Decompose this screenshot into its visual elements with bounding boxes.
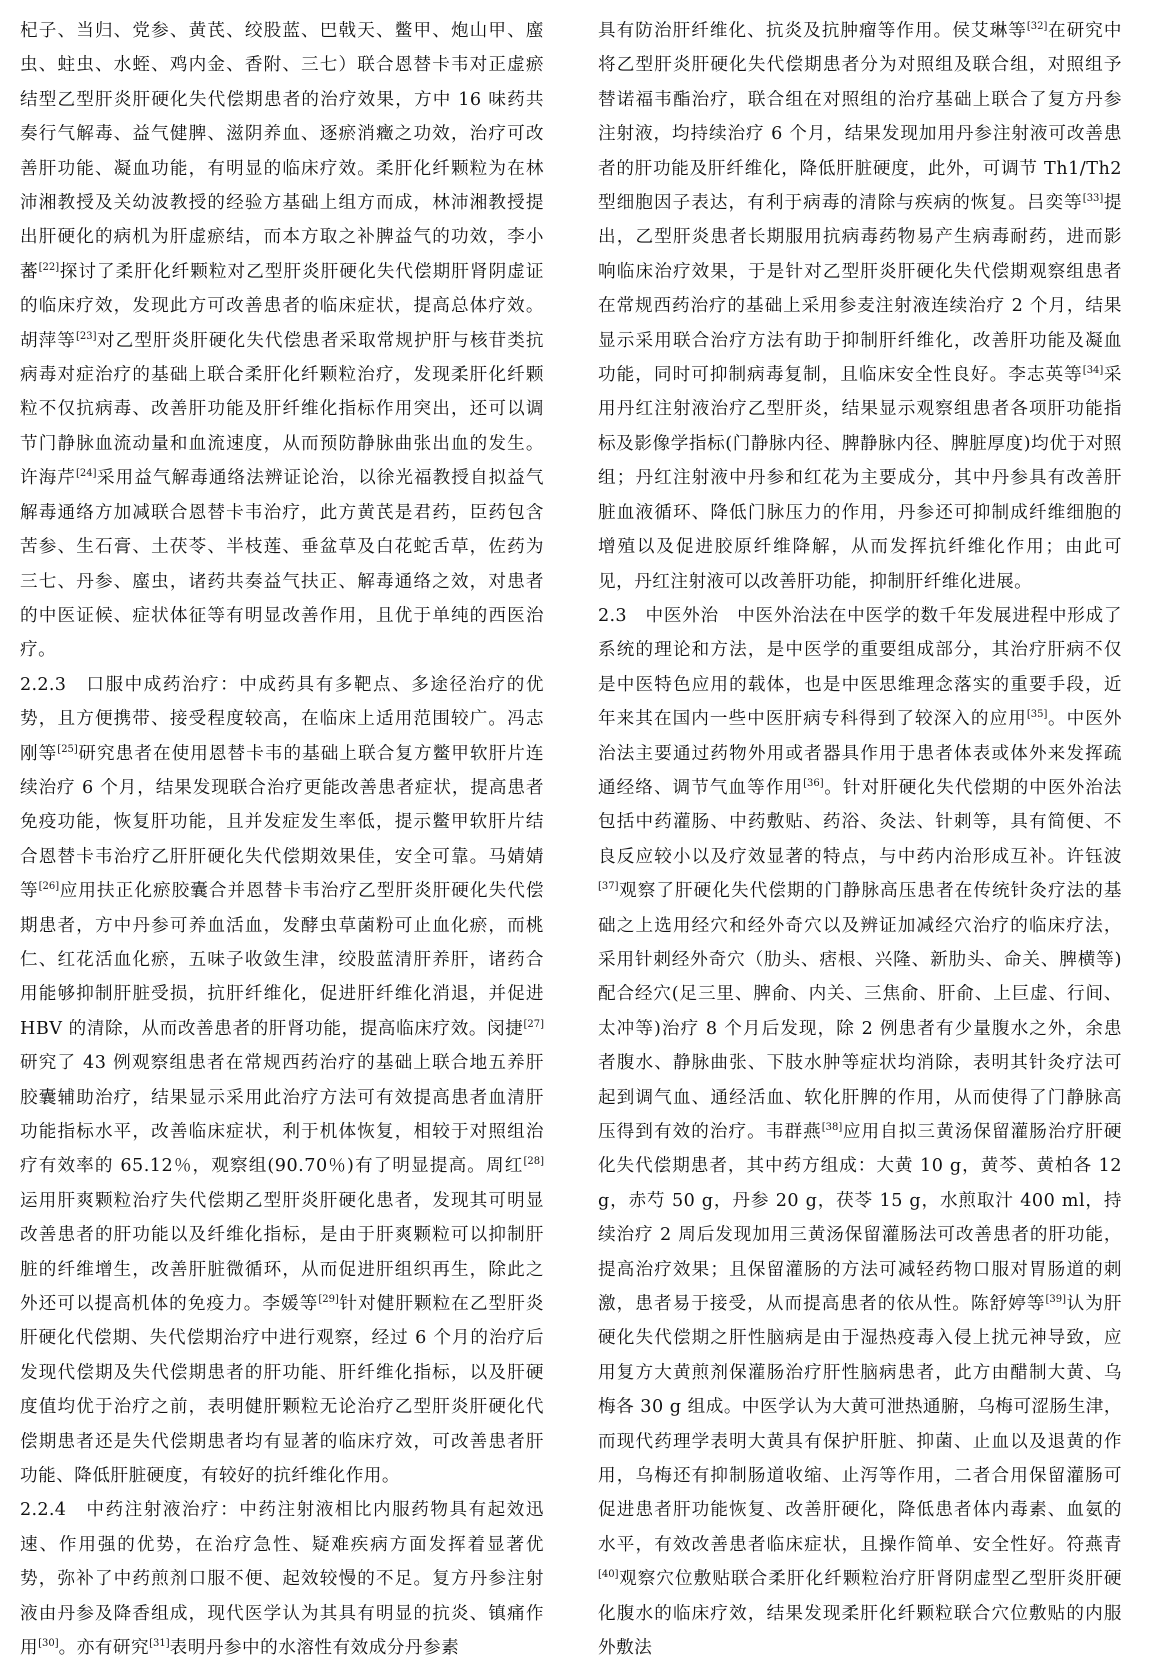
citation-marker[interactable]: [26]	[38, 881, 60, 893]
text-run: 表明丹参中的水溶性有效成分丹参素	[169, 1638, 460, 1659]
citation-marker[interactable]: [25]	[57, 743, 78, 755]
text-run: 中药注射液治疗：中药注射液相比内服药物具有起效迅速、作用强的优势，在治疗急性、疑难疾病方面发挥着显著优势，弥补了中药煎剂口服不便、起效较慢的不足。复方丹参注射液由丹参及降香组成，现代医学认为其具有明显的抗炎、镇痛作用	[20, 1500, 544, 1659]
section-paragraph	[20, 668, 544, 1494]
citation-marker[interactable]: [28]	[523, 1156, 544, 1168]
citation-marker[interactable]: [27]	[523, 1018, 544, 1030]
citation-marker[interactable]: [35]	[1026, 709, 1048, 721]
text-run: 观察了肝硬化失代偿期的门静脉高压患者在传统针灸疗法的基础之上选用经穴和经外奇穴以及辨证加减经穴治疗的临床疗法，采用针刺经外奇穴（肋头、痞根、兴隆、新肋头、命关、脾横等)配合经穴(足三里、脾俞、内关、三焦俞、肝俞、上巨虚、行间、太冲等)治疗 8 个月后发现，除 2 例患者有少量腹水之外，余患者腹水、静脉曲张、下肢水肿等症状均消除，表明其针灸疗法可起到调气血、通经活血、软化肝脾的作用，从而使得了门静脉高压得到有效的治疗。韦群燕	[598, 881, 1122, 1142]
text-run: 探讨了柔肝化纤颗粒对乙型肝炎肝硬化失代偿期肝肾阴虚证的临床疗效，发现此方可改善患者的临床症状，提高总体疗效。胡萍等	[20, 261, 544, 351]
citation-marker[interactable]: [34]	[1082, 365, 1104, 377]
citation-marker[interactable]: [40]	[598, 1569, 619, 1581]
text-run: 在研究中将乙型肝炎肝硬化失代偿期患者分为对照组及联合组，对照组予替诺福韦酯治疗，联合组在对照组的治疗基础上联合了复方丹参注射液，均持续治疗 6 个月，结果发现加用丹参注射液可改善患者的肝功能及肝纤维化，降低肝脏硬度，此外，可调节 Th1/Th2 型细胞因子表达，有利于病毒的清除与疾病的恢复。吕奕等	[598, 21, 1122, 214]
text-run: 具有防治肝纤维化、抗炎及抗肿瘤等作用。侯艾琳等	[598, 21, 1027, 41]
section-paragraph	[598, 599, 1122, 1666]
text-run: 研究了 43 例观察组患者在常规西药治疗的基础上联合地五养肝胶囊辅助治疗，结果显示采用此治疗方法可有效提高患者血清肝功能指标水平，改善临床症状，利于机体恢复，相较于对照组治疗有效率的 65.12％，观察组(90.70％)有了明显提高。周红	[20, 1053, 544, 1177]
citation-marker[interactable]: [37]	[598, 881, 619, 893]
text-run: 应用自拟三黄汤保留灌肠治疗肝硬化失代偿期患者，其中药方组成：大黄 10 g，黄芩、黄柏各 12 g，赤芍 50 g，丹参 20 g，茯苓 15 g，水煎取汁 400 ml，持续治疗 2 周后发现加用三黄汤保留灌肠法可改善患者的肝功能，提高治疗效果；且保留灌肠的方法可减轻药物口服对胃肠道的刺激，患者易于接受，从而提高患者的依从性。陈舒婷等	[598, 1122, 1122, 1315]
text-run: 针对健肝颗粒在乙型肝炎肝硬化代偿期、失代偿期治疗中进行观察，经过 6 个月的治疗后发现代偿期及失代偿期患者的肝功能、肝纤维化指标，以及肝硬度值均优于治疗之前，表明健肝颗粒无论治疗乙型肝炎肝硬化代偿期患者还是失代偿期患者均有显著的临床疗效，可改善患者肝功能、降低肝脏硬度，有较好的抗纤维化作用。	[20, 1294, 544, 1487]
citation-marker[interactable]: [24]	[75, 468, 97, 480]
section-number: 2.3	[598, 605, 627, 626]
section-paragraph	[20, 1493, 544, 1665]
citation-marker[interactable]: [23]	[75, 330, 97, 342]
citation-marker[interactable]: [38]	[821, 1122, 843, 1134]
citation-marker[interactable]: [39]	[1045, 1294, 1067, 1306]
text-run: 采用丹红注射液治疗乙型肝炎，结果显示观察组患者各项肝功能指标及影像学指标(门静脉内径、脾静脉内径、脾脏厚度)均优于对照组；丹红注射液中丹参和红花为主要成分，其中丹参具有改善肝脏血液循环、降低门脉压力的作用，丹参还可抑制成纤维细胞的增殖以及促进胶原纤维降解，从而发挥抗纤维化作用；由此可见，丹红注射液可以改善肝功能，抑制肝纤维化进展。	[598, 365, 1122, 592]
citation-marker[interactable]: [30]	[38, 1638, 59, 1650]
text-run: 中医外治 中医外治法在中医学的数千年发展进程中形成了系统的理论和方法，是中医学的重要组成部分，其治疗肝病不仅是中医特色应用的载体，也是中医思维理念落实的重要手段，近年来其在国内一些中医肝病专科得到了较深入的应用	[598, 605, 1122, 730]
right-column	[598, 14, 1122, 1666]
text-run: 采用益气解毒通络法辨证论治，以徐光福教授自拟益气解毒通络方加减联合恩替卡韦治疗，此方黄芪是君药，臣药包含苦参、生石膏、土茯苓、半枝莲、垂盆草及白花蛇舌草，佐药为三七、丹参、䗪虫，诸药共奏益气扶正、解毒通络之效，对患者的中医证候、症状体征等有明显改善作用，且优于单纯的西医治疗。	[20, 468, 544, 661]
text-run: 认为肝硬化失代偿期之肝性脑病是由于湿热疫毒入侵上扰元神导致，应用复方大黄煎剂保灌肠治疗肝性脑病患者，此方由醋制大黄、乌梅各 30 g 组成。中医学认为大黄可泄热通腑，乌梅可涩肠生津，而现代药理学表明大黄具有保护肝脏、抑菌、止血以及退黄的作用，乌梅还有抑制肠道收缩、止泻等作用，二者合用保留灌肠可促进患者肝功能恢复、改善肝硬化，降低患者体内毒素、血氨的水平，有效改善患者临床症状，且操作简单、安全性好。符燕青	[598, 1294, 1122, 1555]
text-run: 研究患者在使用恩替卡韦的基础上联合复方鳖甲软肝片连续治疗 6 个月，结果发现联合治疗更能改善患者症状，提高患者免疫功能，恢复肝功能，且并发症发生率低，提示鳖甲软肝片结合恩替卡韦治疗乙肝肝硬化失代偿期效果佳，安全可靠。马婧婧等	[20, 743, 544, 902]
citation-marker[interactable]: [32]	[1026, 21, 1048, 33]
text-run: 口服中成药治疗：中成药具有多靶点、多途径治疗的优势，且方便携带、接受程度较高，在临床上适用范围较广。冯志刚等	[20, 674, 544, 764]
text-run: 。中医外治法主要通过药物外用或者器具作用于患者体表或体外来发挥疏通经络、调节气血等作用	[598, 709, 1122, 798]
citation-marker[interactable]: [36]	[803, 778, 824, 790]
text-run: 。针对肝硬化失代偿期的中医外治法包括中药灌肠、中药敷贴、药浴、灸法、针刺等，具有简便、不良反应较小以及疗效显著的特点，与中药内治形成互补。许钰波	[598, 777, 1122, 867]
left-column	[20, 14, 544, 1666]
section-number: 2.2.3	[20, 674, 67, 695]
text-run: 应用扶正化瘀胶囊合并恩替卡韦治疗乙型肝炎肝硬化失代偿期患者，方中丹参可养血活血，发酵虫草菌粉可止血化瘀，而桃仁、红花活血化瘀，五味子收敛生津，绞股蓝清肝养肝，诸药合用能够抑制肝脏受损，抗肝纤维化，促进肝纤维化消退，并促进 HBV 的清除，从而改善患者的肝肾功能，提高临床疗效。闵捷	[20, 881, 544, 1039]
body-paragraph	[598, 14, 1122, 599]
citation-marker[interactable]: [29]	[318, 1294, 339, 1306]
text-run: 对乙型肝炎肝硬化失代偿患者采取常规护肝与核苷类抗病毒对症治疗的基础上联合柔肝化纤颗粒治疗，发现柔肝化纤颗粒不仅抗病毒、改善肝功能及肝纤维化指标作用突出，还可以调节门静脉血流动量和血流速度，从而预防静脉曲张出血的发生。许海芹	[20, 330, 544, 489]
text-run: 运用肝爽颗粒治疗失代偿期乙型肝炎肝硬化患者，发现其可明显改善患者的肝功能以及纤维化指标，是由于肝爽颗粒可以抑制肝脏的纤维增生，改善肝脏微循环，从而促进肝组织再生，除此之外还可以提高机体的免疫力。李媛等	[20, 1190, 544, 1315]
text-run: 提出，乙型肝炎患者长期服用抗病毒药物易产生病毒耐药，进而影响临床治疗效果，于是针对乙型肝炎肝硬化失代偿期观察组患者在常规西药治疗的基础上采用参麦注射液连续治疗 2 个月，结果显示采用联合治疗方法有助于抑制肝纤维化，改善肝功能及凝血功能，同时可抑制病毒复制，且临床安全性良好。李志英等	[598, 193, 1122, 386]
text-run: 观察穴位敷贴联合柔肝化纤颗粒治疗肝肾阴虚型乙型肝炎肝硬化腹水的临床疗效，结果发现柔肝化纤颗粒联合穴位敷贴的内服外敷法	[598, 1569, 1122, 1659]
citation-marker[interactable]: [33]	[1082, 193, 1104, 205]
citation-marker[interactable]: [31]	[149, 1638, 170, 1650]
text-run: 杞子、当归、党参、黄芪、绞股蓝、巴戟天、鳖甲、炮山甲、䗪虫、蛀虫、水蛭、鸡内金、香附、三七）联合恩替卡韦对正虚瘀结型乙型肝炎肝硬化失代偿期患者的治疗效果，方中 16 味药共奏行气解毒、益气健脾、滋阴养血、逐瘀消癥之功效，治疗可改善肝功能、凝血功能，有明显的临床疗效。柔肝化纤颗粒为在林沛湘教授及关幼波教授的经验方基础上组方而成，林沛湘教授提出肝硬化的病机为肝虚瘀结，而本方取之补脾益气的功效，李小蕃	[20, 21, 544, 282]
text-run: 。亦有研究	[58, 1638, 150, 1659]
section-number: 2.2.4	[20, 1500, 67, 1521]
body-paragraph	[20, 14, 544, 668]
citation-marker[interactable]: [22]	[38, 261, 60, 273]
